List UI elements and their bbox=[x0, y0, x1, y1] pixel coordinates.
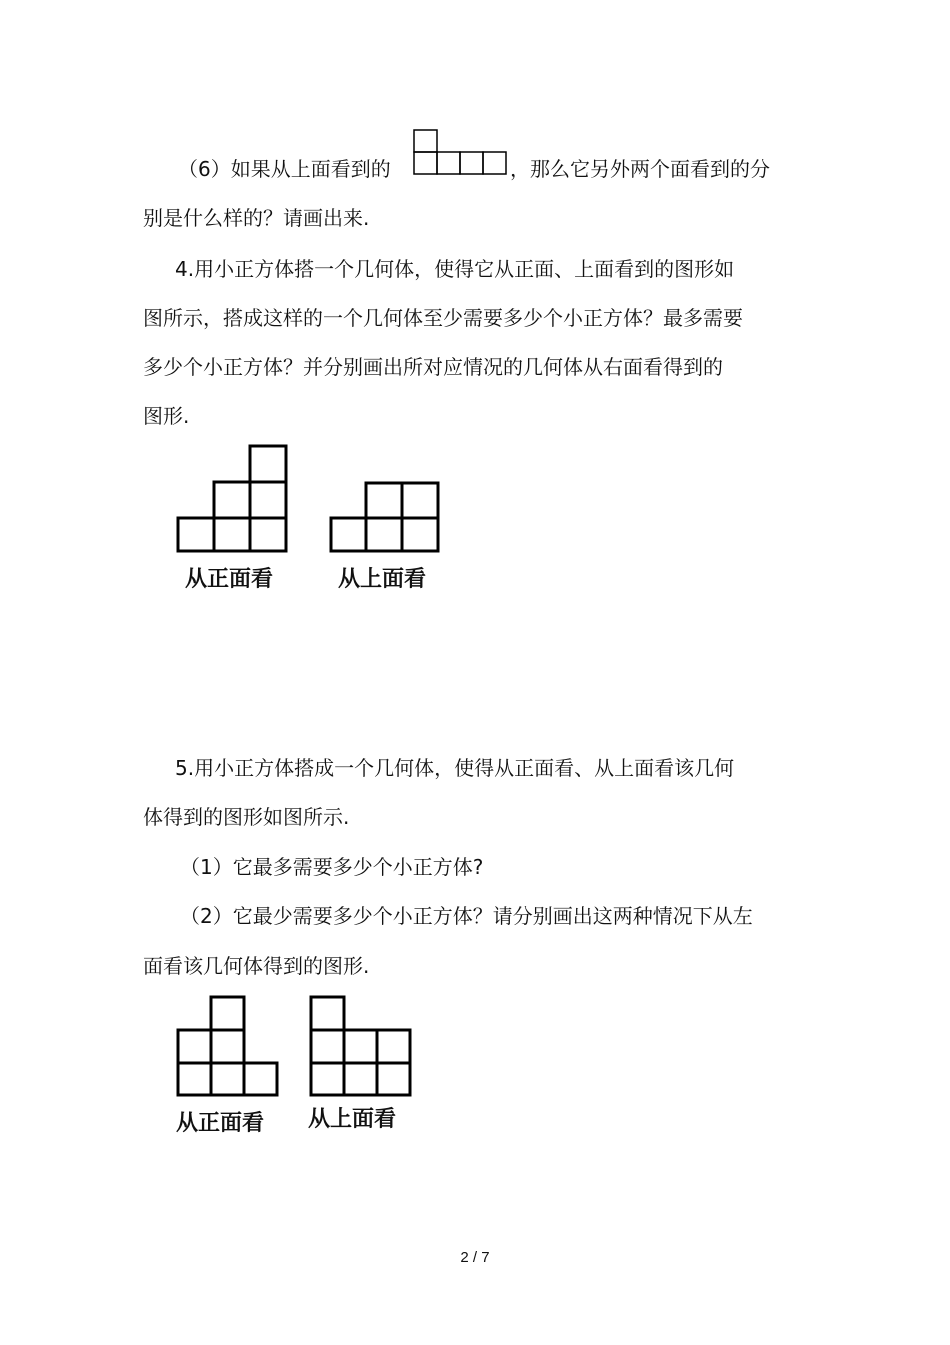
q5-line-3: （1）它最多需要多少个小正方体? bbox=[180, 855, 484, 879]
q4-line-2: 图所示，搭成这样的一个几何体至少需要多少个小正方体？最多需要 bbox=[143, 306, 743, 330]
q4-front-view-figure bbox=[175, 443, 291, 555]
q4-top-view-figure bbox=[328, 480, 442, 555]
q4-top-caption: 从上面看 bbox=[338, 567, 427, 592]
q5-front-view-figure bbox=[175, 994, 281, 1098]
q4-line-4: 图形. bbox=[143, 404, 190, 428]
q5-top-view-figure bbox=[308, 994, 414, 1098]
q6-text-after: ，那么它另外两个面看到的分 bbox=[510, 157, 770, 181]
q6-top-view-figure bbox=[412, 128, 512, 182]
q5-line-5: 面看该几何体得到的图形. bbox=[143, 954, 370, 978]
q5-line-1: 5.用小正方体搭成一个几何体，使得从正面看、从上面看该几何 bbox=[175, 756, 735, 780]
q4-front-caption: 从正面看 bbox=[185, 567, 274, 592]
q5-front-caption: 从正面看 bbox=[176, 1111, 265, 1136]
q4-line-1: 4.用小正方体搭一个几何体，使得它从正面、上面看到的图形如 bbox=[175, 257, 735, 281]
q5-top-caption: 从上面看 bbox=[308, 1107, 397, 1132]
q5-line-2: 体得到的图形如图所示. bbox=[143, 805, 350, 829]
q5-line-4: （2）它最少需要多少个小正方体？请分别画出这两种情况下从左 bbox=[180, 904, 753, 928]
q6-line-2: 别是什么样的？请画出来. bbox=[143, 206, 370, 230]
q4-line-3: 多少个小正方体？并分别画出所对应情况的几何体从右面看得到的 bbox=[143, 355, 723, 379]
page-number: 2 / 7 bbox=[460, 1249, 490, 1266]
q6-text-before: （6）如果从上面看到的 bbox=[178, 157, 391, 181]
